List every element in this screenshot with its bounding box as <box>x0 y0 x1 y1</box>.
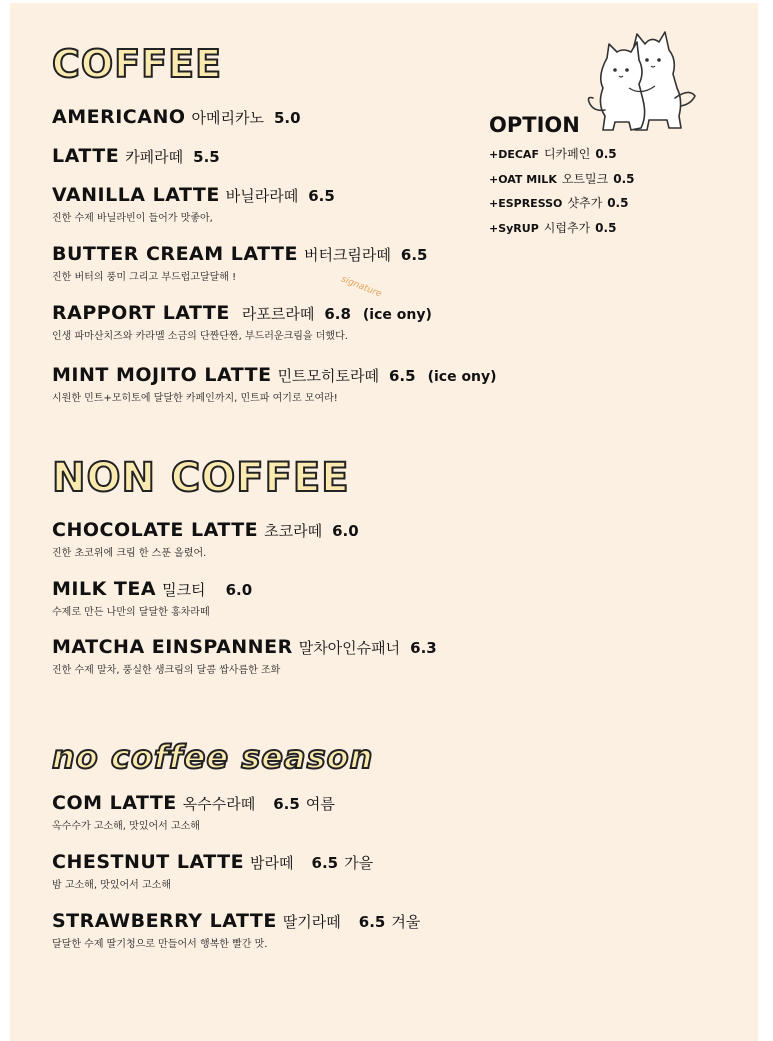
item-description: 달달한 수제 딸기청으로 만들어서 행복한 빨간 맛. <box>52 939 268 950</box>
menu-item-chestnut-latte <box>52 851 373 891</box>
menu-item-mint-mojito-latte <box>52 364 497 404</box>
item-name: MILK TEA <box>52 578 157 600</box>
option-price: 0.5 <box>613 171 635 186</box>
item-name: CHOCOLATE LATTE <box>52 519 259 541</box>
item-name: AMERICANO <box>52 106 186 128</box>
menu-item-chocolate-latte <box>52 519 359 559</box>
option-title: OPTION <box>489 113 580 137</box>
item-note: (ice ony) <box>427 369 497 385</box>
menu-item-com-latte <box>52 792 335 832</box>
option-korean-name: 샷추가 <box>567 196 603 210</box>
item-price: 6.5 <box>400 246 428 264</box>
menu-item-butter-cream-latte <box>52 243 427 283</box>
menu-item-americano <box>52 106 301 128</box>
item-name: MATCHA EINSPANNER <box>52 636 293 658</box>
item-korean-name: 바닐라라떼 <box>225 187 299 205</box>
option-name: +ESPRESSO <box>489 197 563 210</box>
menu-item-strawberry-latte <box>52 910 420 950</box>
item-korean-name: 옥수수라떼 <box>182 795 256 813</box>
option-korean-name: 디카페인 <box>543 147 591 161</box>
season-section-title: no coffee season <box>52 738 374 776</box>
option-name: +OAT MILK <box>489 172 557 186</box>
item-description: 옥수수가 고소해, 맛있어서 고소해 <box>52 821 200 832</box>
item-name: CHESTNUT LATTE <box>52 851 245 873</box>
item-name: BUTTER CREAM LATTE <box>52 243 298 265</box>
item-price: 6.5 <box>358 913 386 931</box>
item-price: 6.5 <box>311 854 339 872</box>
item-price: 6.5 <box>308 187 335 205</box>
item-name: LATTE <box>52 145 120 167</box>
option-item <box>489 219 634 244</box>
item-description: 수제로 만든 나만의 달달한 홍차라떼 <box>52 607 210 618</box>
menu-item-vanilla-latte <box>52 184 335 224</box>
item-price: 6.8 <box>324 305 351 323</box>
item-price: 6.5 <box>389 367 416 385</box>
item-name: RAPPORT LATTE <box>52 302 230 324</box>
item-korean-name: 민트모히토라떼 <box>277 367 379 385</box>
option-item <box>489 145 634 170</box>
menu-item-milk-tea <box>52 578 252 618</box>
item-description: 진한 수제 바닐라빈이 들어가 맛좋아, <box>52 213 213 224</box>
option-price: 0.5 <box>607 196 629 210</box>
item-korean-name: 카페라떼 <box>125 148 184 166</box>
item-price: 6.0 <box>225 581 253 599</box>
option-name: +SyRUP <box>489 221 539 235</box>
item-season: 여름 <box>305 795 335 813</box>
item-korean-name: 버터크림라떼 <box>303 246 391 264</box>
option-item <box>489 170 634 195</box>
item-note: (ice ony) <box>362 307 432 323</box>
item-korean-name: 딸기라떼 <box>282 913 341 931</box>
option-price: 0.5 <box>595 220 617 235</box>
menu-item-latte <box>52 145 220 167</box>
item-description: 인생 파마산치즈와 카라멜 소금의 단짠단짠, 부드러운크림을 더했다. <box>52 331 348 342</box>
option-price: 0.5 <box>595 147 617 161</box>
menu-item-rapport-latte <box>52 302 432 342</box>
item-season: 겨울 <box>391 913 421 931</box>
item-korean-name: 말차아인슈패너 <box>298 639 401 657</box>
item-korean-name: 밀크티 <box>162 581 206 599</box>
item-price: 5.5 <box>193 148 220 166</box>
non-coffee-section-title: NON COFFEE <box>52 455 350 501</box>
item-name: MINT MOJITO LATTE <box>52 364 272 386</box>
item-korean-name: 초코라떼 <box>264 522 323 540</box>
item-korean-name: 아메리카노 <box>191 109 264 127</box>
coffee-section-title: COFFEE <box>52 42 223 86</box>
hugging-cats-illustration <box>585 30 700 140</box>
item-description: 진한 수제 말차, 풍실한 생크림의 달콤 쌉사름한 조화 <box>52 665 281 676</box>
item-price: 5.0 <box>273 109 301 127</box>
item-name: COM LATTE <box>52 792 177 814</box>
option-korean-name: 오트밀크 <box>561 171 609 186</box>
item-korean-name: 라포르라떼 <box>241 305 315 323</box>
option-item <box>489 194 634 219</box>
item-description: 밤 고소해, 맛있어서 고소해 <box>52 880 171 891</box>
menu-item-matcha-einspanner <box>52 636 437 676</box>
item-korean-name: 밤라떼 <box>250 854 294 872</box>
item-price: 6.0 <box>332 522 359 540</box>
item-description: 시원한 민트+모히토에 달달한 카페인까지, 민트파 여기로 모여라! <box>52 393 338 404</box>
item-season: 가을 <box>344 854 374 872</box>
item-name: VANILLA LATTE <box>52 184 220 206</box>
item-name: STRAWBERRY LATTE <box>52 910 277 932</box>
option-name: +DECAF <box>489 148 539 161</box>
item-description: 진한 초코위에 크림 한 스푼 올렸어. <box>52 548 207 559</box>
item-price: 6.3 <box>410 639 437 657</box>
item-description: 진한 버터의 풍미 그리고 부드럽고달달해 ! <box>52 272 237 283</box>
option-list <box>489 145 634 243</box>
option-korean-name: 시럽추가 <box>543 220 591 235</box>
signature-badge: signature <box>339 274 383 300</box>
item-price: 6.5 <box>273 795 300 813</box>
